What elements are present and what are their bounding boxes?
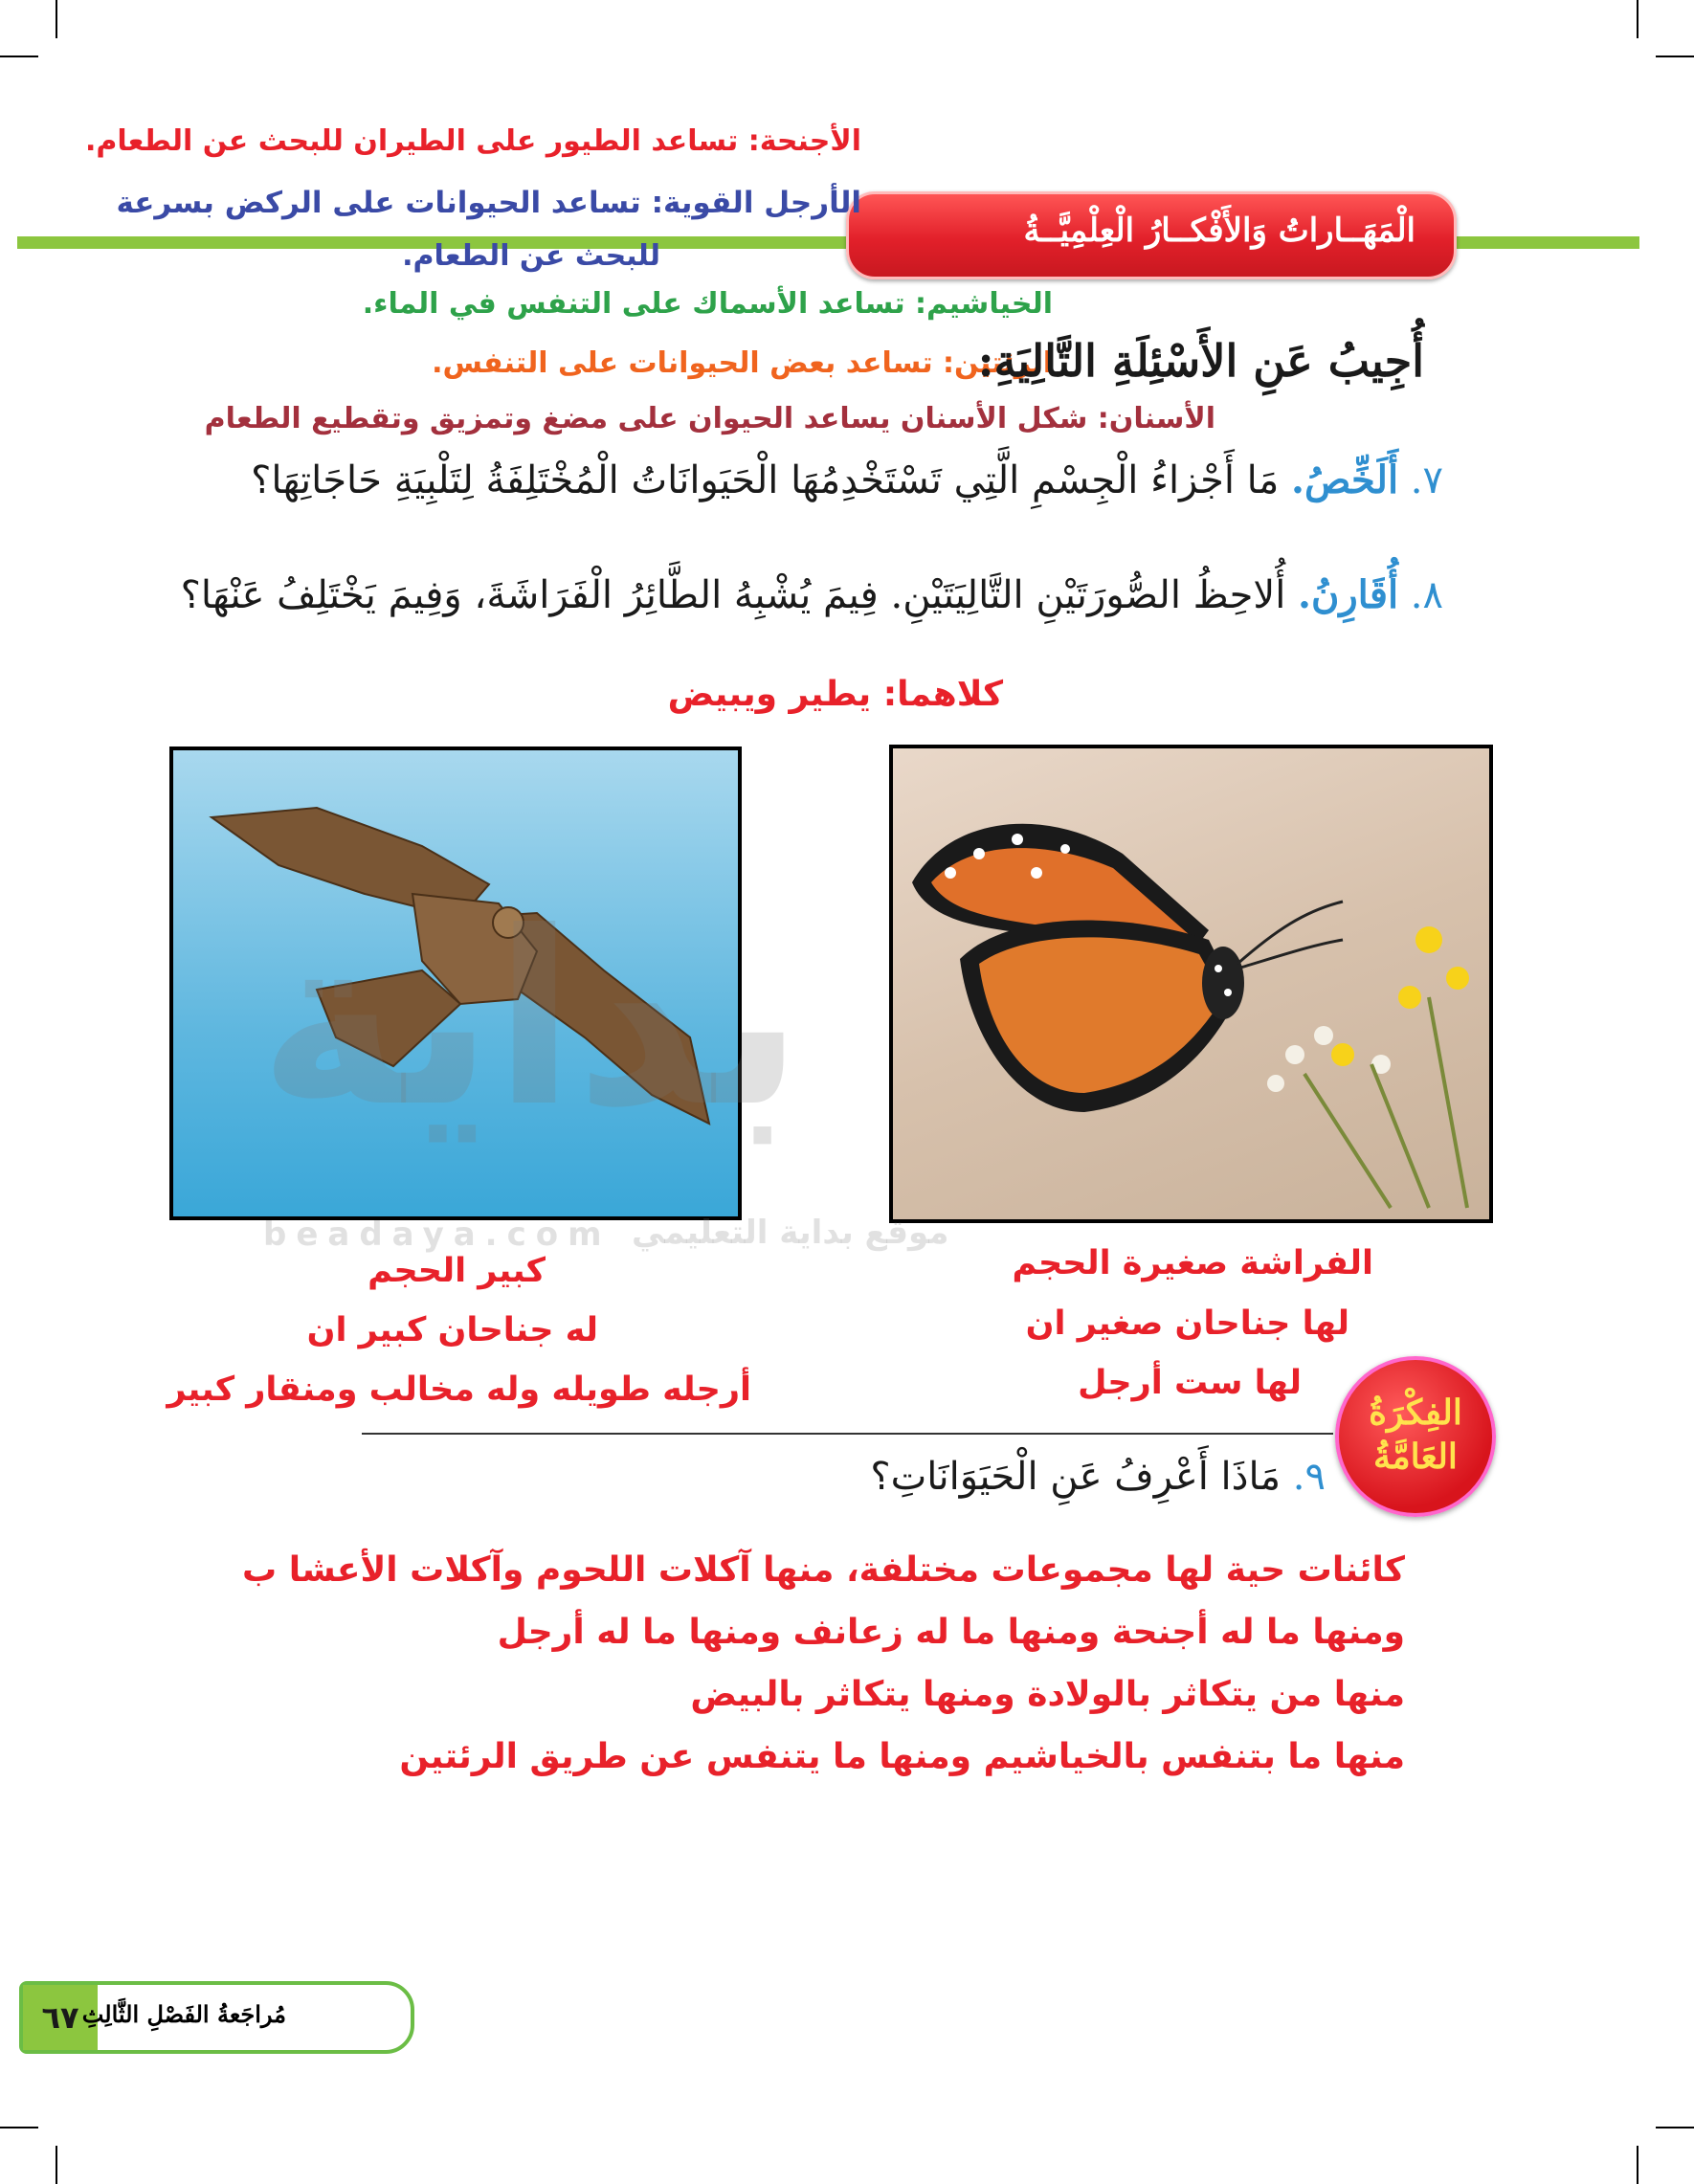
butterfly-answer-1: الفراشة صغيرة الحجم	[1012, 1244, 1373, 1282]
crop-mark	[1637, 0, 1638, 38]
crop-mark	[1656, 56, 1694, 57]
crop-mark	[0, 2127, 38, 2128]
page-footer	[19, 1981, 414, 2054]
q9-answer-1: كائنات حية لها مجموعات مختلفة، منها آكلات اللحوم وآكلات الأعشا ب	[242, 1550, 1405, 1590]
q9-answer-3: منها من يتكاثر بالولادة ومنها يتكاثر بالبيض	[690, 1675, 1405, 1714]
question-8-number: ٨.	[1410, 573, 1443, 617]
answer-legs-line2: للبحث عن الطعام.	[402, 239, 660, 273]
banner-title: الْمَهَــاراتُ وَالأَفْكــارُ الْعِلْمِيَّــةُ	[1023, 212, 1415, 250]
eagle-answer-2: له جناحان كبير ان	[306, 1311, 598, 1349]
crop-mark	[0, 56, 38, 57]
badge-line-2: العَامَّةُ	[1373, 1437, 1458, 1477]
crop-mark	[1656, 2127, 1694, 2128]
question-7-text: مَا أَجْزاءُ الْجِسْمِ الَّتِي تَسْتَخْدِمُهَا الْحَيَوانَاتُ الْمُخْتَلِفَةُ لِتَلْبِيَةِ حَاجَاتِهَا؟	[251, 458, 1280, 502]
crop-mark	[56, 2146, 57, 2184]
section-banner	[846, 191, 1457, 279]
section-divider	[362, 1433, 1333, 1435]
answer-gills: الخياشيم: تساعد الأسماك على التنفس في الماء.	[362, 287, 1053, 321]
answer-similarity: كلاهما: يطير ويبيض	[667, 675, 1003, 714]
chapter-title: مُراجَعةُ الفَصْلِ الثَّالِثِ	[81, 2000, 286, 2028]
general-idea-badge	[1335, 1356, 1496, 1517]
answer-teeth: الأسنان: شكل الأسنان يساعد الحيوان على مضغ وتمزيق وتقطيع الطعام	[204, 402, 1215, 435]
eagle-answer-1: كبير الحجم	[368, 1252, 546, 1290]
question-8-verb: أُقَارِنُ.	[1298, 572, 1399, 617]
question-7-number: ٧.	[1410, 458, 1443, 502]
badge-line-1: الفِكْرَةُ	[1369, 1393, 1462, 1433]
question-8-text: أُلاحِظُ الصُّورَتَيْنِ التَّالِيَتَيْنِ. فِيمَ يُشْبِهُ الطَّائِرُ الْفَرَاشَةَ، وَفِيمَ يَخْتَلِفُ عَنْهَا؟	[180, 573, 1286, 617]
answer-wings: الأجنحة: تساعد الطيور على الطيران للبحث عن الطعام.	[84, 124, 861, 158]
question-9	[870, 1455, 1326, 1499]
q9-answer-2: ومنها ما له أجنحة ومنها ما له زعانف ومنها ما له أرجل	[497, 1613, 1405, 1652]
q9-answer-4: منها ما بتنفس بالخياشيم ومنها ما يتنفس عن طريق الرئتين	[399, 1737, 1405, 1776]
question-9-text: مَاذَا أَعْرِفُ عَنِ الْحَيَوَانَاتِ؟	[870, 1455, 1282, 1499]
instruction-heading: أُجِيبُ عَنِ الأَسْئِلَةِ التَّالِيَةِ:	[977, 335, 1424, 387]
watermark-site: موقع بداية التعليمي	[632, 1214, 949, 1252]
crop-mark	[1637, 2146, 1638, 2184]
question-7	[251, 457, 1443, 502]
question-7-verb: أَلَخِّصُ.	[1291, 457, 1399, 502]
butterfly-answer-3: لها ست أرجل	[1078, 1364, 1302, 1402]
watermark-logo: بداية	[258, 880, 804, 1159]
butterfly-photo	[889, 745, 1493, 1223]
watermark-url: beadaya.com	[263, 1215, 612, 1254]
page-number: ٦٧	[23, 1985, 98, 2050]
eagle-answer-3: أرجله طويله وله مخالب ومنقار كبير	[167, 1371, 751, 1409]
question-9-number: ٩.	[1292, 1455, 1326, 1499]
butterfly-illustration	[893, 748, 1489, 1219]
butterfly-answer-2: لها جناحان صغير ان	[1025, 1304, 1349, 1343]
answer-lungs: الرئتين: تساعد بعض الحيوانات على التنفس.	[432, 346, 1053, 380]
answer-legs-line1: الأرجل القوية: تساعد الحيوانات على الركض بسرعة	[116, 186, 861, 220]
crop-mark	[56, 0, 57, 38]
question-8	[181, 572, 1443, 617]
